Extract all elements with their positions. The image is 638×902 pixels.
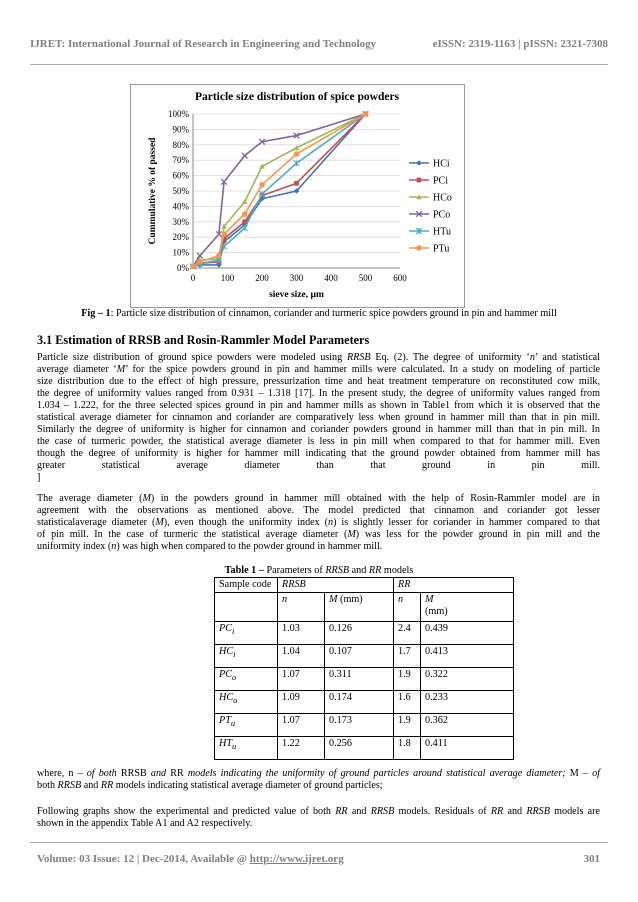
paragraph-1-text: n [529, 352, 535, 363]
paragraph-1-text: Eq. (2). The degree of uniformity ‘ [370, 352, 530, 363]
subheader-n-rrsb [278, 593, 325, 622]
paragraph-2-text: M [155, 517, 164, 528]
table-label: Table 1 – [224, 565, 264, 576]
sample-code: PC [219, 623, 233, 634]
value-cell-n1: 1.04 [278, 645, 325, 668]
header-divider [30, 64, 608, 65]
x-tick-label: 100 [220, 273, 235, 283]
data-point [294, 181, 299, 186]
sample-code-subscript: u [230, 718, 236, 729]
paragraph-1-line [37, 460, 600, 472]
figure-caption [0, 308, 638, 319]
paragraph-1-line [37, 364, 600, 376]
section-heading: 3.1 Estimation of RRSB and Rosin-Rammler Model Parameters [37, 333, 370, 347]
y-tick-label: 0% [177, 263, 189, 273]
table-caption-text: Parameters of [263, 565, 326, 576]
sample-code: PC [219, 669, 233, 680]
following-text-text: RRSB [526, 806, 550, 817]
data-point [416, 160, 422, 166]
x-tick-label: 500 [358, 273, 373, 283]
data-point [242, 211, 248, 217]
page-header [30, 38, 608, 50]
parameters-table [214, 577, 514, 760]
value-cell-m2: 0.362 [421, 714, 514, 737]
y-tick-label: 30% [172, 216, 189, 227]
following-text-text: models. Residuals of [394, 806, 491, 817]
x-tick-label: 0 [190, 273, 196, 283]
paragraph-2-text: ) in the powders ground in hammer mill obtained with the help of Rosin-Rammler model are in [150, 493, 600, 504]
paragraph-2-text: M [347, 529, 356, 540]
x-tick-label: 200 [255, 273, 269, 283]
following-text-text: RRSB [370, 806, 395, 817]
where-note-line [37, 780, 600, 792]
paragraph-1-line [37, 424, 600, 436]
paragraph-2-line [37, 517, 600, 529]
legend-label: PCi [433, 175, 449, 187]
value-cell-n1: 1.09 [278, 691, 325, 714]
sample-code-cell [215, 622, 278, 645]
value-cell-n2: 1.9 [394, 714, 421, 737]
value-cell-m1: 0.126 [325, 622, 394, 645]
paragraph-1-line [37, 472, 600, 484]
x-axis-label: sieve size, µm [269, 290, 324, 300]
chart-title: Particle size distribution of spice powders [194, 91, 400, 103]
y-tick-label: 20% [172, 232, 189, 243]
paragraph-1-text: average diameter ‘ [37, 364, 117, 375]
where-note-text: both [37, 780, 58, 791]
value-cell-n1: 1.07 [278, 668, 325, 691]
paragraph-2-text: ) was less for the powder ground in pin mill and the [355, 529, 600, 540]
legend-label: HTu [433, 226, 451, 238]
y-tick-label: 100% [168, 109, 189, 119]
paragraph-2-line [37, 541, 600, 553]
header-rr [394, 578, 514, 593]
following-text-text: and [503, 806, 527, 817]
subheader-n-label: n [282, 594, 288, 605]
paragraph-1-text: the degree of uniformity values ranged from 0.931 – 1.318 [17]. In the present study, the degree of uniformity values ranged from [37, 388, 600, 399]
data-point [363, 111, 369, 117]
following-text-text: shown in the appendix Table A1 and A2 respectively. [37, 818, 253, 829]
paragraph-2-text: n [111, 541, 117, 552]
issn-text: eISSN: 2319-1163 | pISSN: 2321-7308 [432, 38, 608, 50]
paragraph-2-line [37, 505, 600, 517]
value-cell-m1: 0.174 [325, 691, 394, 714]
paragraph-2-text: ) was high when compared to the powder ground in hammer mill. [116, 541, 383, 552]
table-caption [0, 565, 638, 576]
table-caption-rrsb: RRSB [325, 565, 350, 576]
subheader-m-label: M [425, 594, 434, 605]
y-tick-label: 90% [172, 124, 189, 135]
series-line-PCi [193, 114, 366, 266]
y-axis-label: Cummulative % of passed [148, 137, 158, 245]
data-point [417, 178, 422, 183]
sample-code-subscript: i [233, 649, 236, 660]
figure-label: Fig – 1 [81, 308, 111, 319]
where-note-text: where, n [37, 768, 74, 779]
paragraph-1-text: RRSB [346, 352, 371, 363]
value-cell-n2: 1.9 [394, 668, 421, 691]
paragraph-1-text: size distribution due to the effect of high pressure, pressurization time and heat treatment temperature on reconstituted cow milk, [37, 376, 600, 387]
value-cell-m2: 0.322 [421, 668, 514, 691]
header-rrsb [278, 578, 394, 593]
data-point [242, 199, 248, 204]
table-caption-and: and [349, 565, 369, 576]
paragraph-2-text: ), even though the uniformity index ( [163, 517, 329, 528]
table-row [215, 737, 514, 760]
footer-divider [30, 842, 608, 843]
data-point [221, 231, 227, 237]
value-cell-m2: 0.411 [421, 737, 514, 760]
data-point [259, 182, 265, 188]
sample-code-subscript: o [233, 695, 238, 706]
legend-label: PCo [433, 209, 451, 221]
sample-code: HT [219, 738, 233, 749]
paragraph-1-line [37, 352, 600, 364]
value-cell-m1: 0.256 [325, 737, 394, 760]
subheader-m-rrsb [325, 593, 394, 622]
subheader-n-label: n [398, 594, 404, 605]
paragraph-2-text: n [328, 517, 334, 528]
where-note-text: – of both [73, 768, 121, 779]
table-caption-suffix: models [381, 565, 414, 576]
paragraph-2-text: of pin mill. In the case of turmeric the statistical average diameter ( [37, 529, 348, 540]
value-cell-m2: 0.233 [421, 691, 514, 714]
paragraph-1 [37, 352, 600, 484]
value-cell-n1: 1.07 [278, 714, 325, 737]
paragraph-1-line [37, 400, 600, 412]
x-tick-label: 300 [289, 273, 304, 283]
paragraph-1-text: 1.034 – 1.222, for the three selected spices ground in pin and hammer mills as shown in Table1 from which it is observed that the [37, 400, 600, 411]
paragraph-1-text: ’ for the spice powders ground in pin and hammer mills were calculated. In a study on modeling of particle [125, 364, 600, 375]
subheader-n-rr [394, 593, 421, 622]
value-cell-n2: 1.6 [394, 691, 421, 714]
sample-code-cell [215, 737, 278, 760]
data-point [197, 259, 203, 265]
value-cell-m1: 0.173 [325, 714, 394, 737]
value-cell-n2: 1.7 [394, 645, 421, 668]
sample-code-subscript: i [232, 626, 235, 637]
where-note [37, 768, 600, 792]
where-note-text: RR [100, 780, 114, 791]
where-note-text: and [81, 780, 101, 791]
value-cell-n1: 1.03 [278, 622, 325, 645]
paragraph-1-text: the case of turmeric powder, the statistical average diameter is less in pin mill when compared to that for hammer mill. Even [37, 436, 600, 447]
sample-code-cell [215, 714, 278, 737]
where-note-text: RRSB [57, 780, 82, 791]
header-rr-label: RR [398, 579, 411, 590]
subheader-mm-label: (mm) [337, 594, 363, 605]
value-cell-m1: 0.107 [325, 645, 394, 668]
paragraph-2-text: uniformity index ( [37, 541, 112, 552]
legend-label: HCi [433, 158, 450, 170]
figure-caption-text: : Particle size distribution of cinnamon, coriander and turmeric spice powders ground in pin and hammer mill [110, 308, 557, 319]
value-cell-m1: 0.311 [325, 668, 394, 691]
data-point [216, 253, 222, 259]
y-tick-label: 60% [172, 170, 189, 181]
paragraph-1-line [37, 388, 600, 400]
paragraph-2-text: agreement with the observations as mentioned above. The model predicted that cinnamon and coriander got lesser [37, 505, 600, 516]
paragraph-1-text: Similarly the degree of uniformity is higher for cinnamon and coriander powders ground in hammer mill than that in pin mill. In [37, 424, 600, 435]
data-point [416, 245, 422, 251]
paragraph-1-text: though the degree of uniformity is higher for hammer mill indicating that the ground powder obtained from hammer mill has [37, 448, 600, 459]
header-sample-code: Sample code [215, 578, 278, 593]
table-row [215, 691, 514, 714]
table-caption-rr: RR [368, 565, 382, 576]
following-text-line [37, 818, 600, 830]
following-text-text: and [347, 806, 371, 817]
page-number: 301 [583, 853, 600, 865]
sample-code-subscript: u [232, 741, 237, 752]
following-text [37, 806, 600, 830]
where-note-text: – of [578, 768, 600, 779]
table-row [215, 668, 514, 691]
where-note-text: M [569, 768, 579, 779]
data-point [242, 225, 248, 231]
paragraph-1-text: greater statistical average diameter than that ground in pin mill. [37, 460, 600, 471]
subheader-m-rr [421, 593, 514, 622]
footer-url-link[interactable]: http://www.ijret.org [249, 853, 344, 865]
particle-size-chart [131, 85, 464, 307]
paragraph-1-text: M [116, 364, 126, 375]
data-point [294, 151, 300, 157]
sample-code-cell [215, 645, 278, 668]
paragraph-1-text: statistical average diameter for cinnamon and coriander are comparatively less when ground in hammer mill than that in pin mill. [37, 412, 600, 423]
page-footer [37, 853, 600, 865]
following-text-line [37, 806, 600, 818]
paragraph-1-text: Particle size distribution of ground spice powders were modeled using [37, 352, 347, 363]
subheader-empty [215, 593, 278, 622]
y-tick-label: 40% [172, 201, 189, 212]
header-rrsb-label: RRSB [282, 579, 306, 590]
following-text-text: RR [335, 806, 348, 817]
figure-chart-frame [130, 84, 465, 308]
where-note-text: models indicating the uniformity of ground particles around statistical average diameter; [183, 768, 570, 779]
paragraph-1-text: ’ and statistical [534, 352, 600, 363]
sample-code-cell [215, 668, 278, 691]
paragraph-1-line [37, 448, 600, 460]
paragraph-1-line [37, 376, 600, 388]
following-text-text: RR [490, 806, 504, 817]
x-tick-label: 600 [393, 273, 407, 283]
paragraph-2-text: ) is slightly lesser for coriander in hammer compared to that [333, 517, 600, 528]
paragraph-1-line [37, 436, 600, 448]
y-tick-label: 70% [172, 155, 189, 166]
where-note-text: RRSB [120, 768, 147, 779]
sample-code: PT [219, 715, 231, 726]
y-tick-label: 50% [172, 186, 189, 196]
data-point [190, 264, 196, 270]
value-cell-m2: 0.439 [421, 622, 514, 645]
paragraph-1-text: ] [37, 472, 41, 483]
paragraph-2-text: M [142, 493, 151, 504]
where-note-text: RR [170, 768, 184, 779]
sample-code-cell [215, 691, 278, 714]
sample-code-subscript: o [232, 672, 237, 683]
sample-code: HC [219, 692, 234, 703]
footer-volume-text: Volume: 03 Issue: 12 | Dec-2014, Available @ [37, 853, 250, 865]
where-note-line [37, 768, 600, 780]
journal-title: IJRET: International Journal of Research in Engineering and Technology [30, 38, 377, 50]
paragraph-2-text: The average diameter ( [37, 493, 143, 504]
following-text-text: Following graphs show the experimental and predicted value of both [37, 806, 336, 817]
paragraph-2-line [37, 529, 600, 541]
value-cell-m2: 0.413 [421, 645, 514, 668]
paragraph-2-line [37, 493, 600, 505]
legend-label: PTu [433, 243, 450, 255]
where-note-text: models indicating statistical average diameter of ground particles; [113, 780, 383, 791]
sample-code: HC [219, 646, 234, 657]
following-text-text: models are [549, 806, 601, 817]
value-cell-n1: 1.22 [278, 737, 325, 760]
value-cell-n2: 1.8 [394, 737, 421, 760]
subheader-mm-label: (mm) [425, 606, 448, 617]
footer-volume [37, 853, 344, 865]
y-tick-label: 80% [172, 139, 189, 150]
paragraph-2 [37, 493, 600, 553]
table-header-row [215, 578, 514, 593]
paragraph-1-line [37, 412, 600, 424]
value-cell-n2: 2.4 [394, 622, 421, 645]
data-point [242, 153, 248, 159]
legend-label: HCo [433, 192, 452, 204]
paragraph-2-text: statisticalaverage diameter ( [37, 517, 156, 528]
x-tick-label: 400 [324, 273, 338, 283]
data-point [294, 160, 300, 166]
table-row [215, 622, 514, 645]
table-subheader-row [215, 593, 514, 622]
subheader-m-label: M [329, 594, 338, 605]
table-row [215, 645, 514, 668]
where-note-text: and [146, 768, 171, 779]
y-tick-label: 10% [172, 247, 189, 258]
table-row [215, 714, 514, 737]
